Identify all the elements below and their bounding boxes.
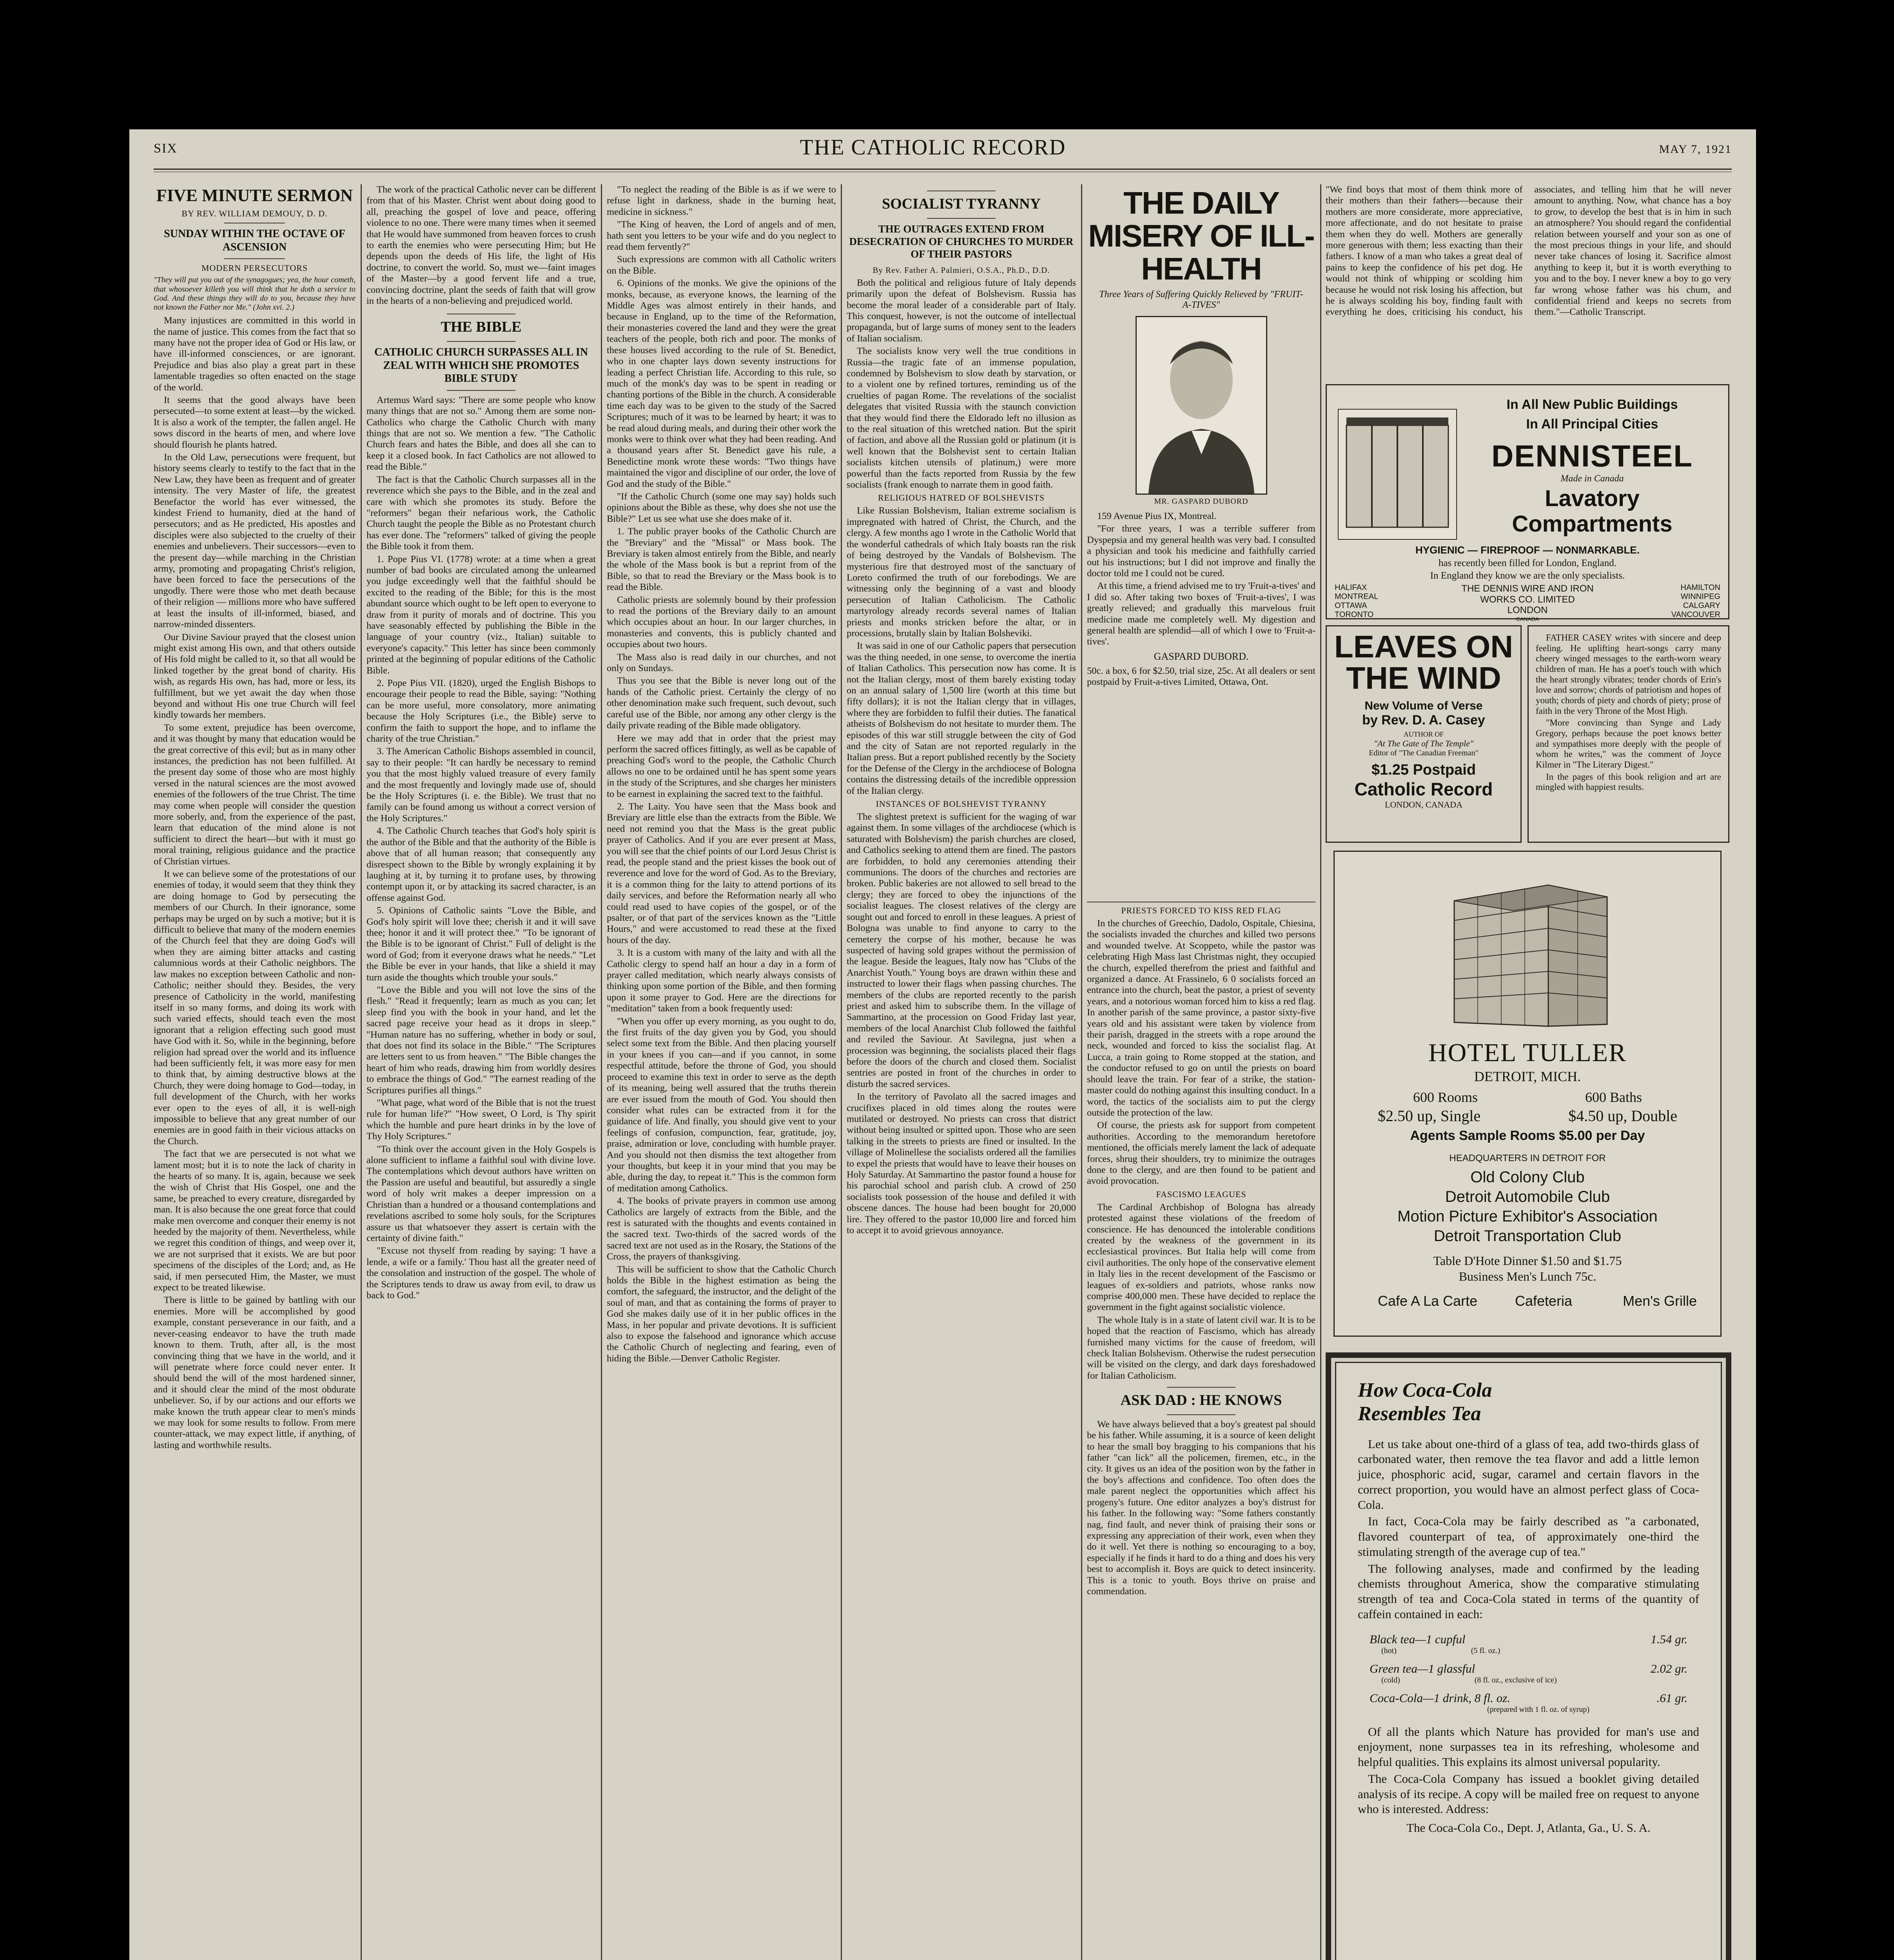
club-name: Motion Picture Exhibitor's Association <box>1397 1208 1658 1225</box>
leaves-title-1: LEAVES ON <box>1334 629 1513 664</box>
paragraph: 1. The public prayer books of the Catholic Church are the "Breviary" and the "Missal" or Mass book. The Breviary is taken almost entirely from the Bible, and nearly the whole of the Mass book is but a reprint from of the Bible, so that to read the Breviary or the Mass book is to read the Bible. <box>607 526 836 593</box>
caffeine-note: (8 fl. oz., exclusive of ice) <box>1474 1675 1557 1684</box>
divider <box>447 390 516 391</box>
header-rule <box>154 169 1732 170</box>
dennisteel-text1: has recently been filled for London, England. <box>1438 558 1617 568</box>
sermon-column <box>154 184 356 1960</box>
portrait-caption: MR. GASPARD DUBORD <box>1154 497 1248 506</box>
hotel-hq: HEADQUARTERS IN DETROIT FOR <box>1449 1153 1606 1163</box>
city-label: CALGARY <box>1683 601 1720 610</box>
dennisteel-product2: Compartments <box>1512 511 1673 537</box>
paragraph: The Mass also is read daily in our churches, and not only on Sundays. <box>607 652 836 674</box>
tyranny-subtitle: THE OUTRAGES EXTEND FROM DESECRATION OF CHURCHES TO MURDER OF THEIR PASTORS <box>849 223 1074 260</box>
page-number: SIX <box>154 141 178 156</box>
leaves-price: $1.25 Postpaid <box>1371 762 1476 778</box>
leaves-author: by Rev. D. A. Casey <box>1362 713 1485 728</box>
hotel-outlet: Cafeteria <box>1515 1293 1573 1309</box>
tyranny-body-4 <box>1087 918 1315 1187</box>
dennisteel-text2: In England they know we are the only specialists. <box>1430 570 1625 581</box>
leaves-subtitle: New Volume of Verse <box>1364 699 1483 712</box>
paragraph: The Coca-Cola Company has issued a booklet giving detailed analysis of its recipe. A copy will be mailed free on request to anyone who is interested. Address: <box>1358 1771 1699 1816</box>
paragraph: "When you offer up every morning, as you ought to do, the first fruits of the day given you by God, you should select some text from the Bible. And then placing yourself in your knees if you can—and if you cannot, in some respectful attitude, before the throne of God, you should proceed to examine this text in order to serve as the depth of its meaning, being well assured that the truths therein are ever issued from the mouth of God. You should then consider what rules can be extracted from it for the guidance of life. And finally, you should give vent to your feelings of confusion, compunction, fear, gratitude, joy, praise, admiration or love, concluding with humble prayer. And you should not then dismiss the text altogether from your thoughts, but keep it in your mind that you may be able, during the day, to repeat it." This is the common form of meditation among Catholics. <box>607 1016 836 1194</box>
caffeine-note: (prepared with 1 fl. oz. of syrup) <box>1487 1705 1590 1714</box>
paragraph: The Cardinal Archbishop of Bologna has already protested against these violations of the freedom of conscience. He has denounced the intolerable conditions created by the weakness of the government in its ecclesiastical provinces. But Italia help will come from civil authorities. The only hope of the conservative element in Italy lies in the recent development of the Fascismo or leagues of ex-soldiers and patriots, whose ranks now comprise 400,000 men. These have decided to replace the government in the fight against socialistic violence. <box>1087 1201 1315 1313</box>
caffeine-label: Coca-Cola—1 drink, 8 fl. oz. <box>1370 1691 1511 1705</box>
tyranny-column <box>847 184 1076 1960</box>
paragraph: Such expressions are common with all Catholic writers on the Bible. <box>607 254 836 276</box>
masthead: THE CATHOLIC RECORD <box>800 135 1066 160</box>
club-name: Detroit Automobile Club <box>1445 1188 1610 1205</box>
leaves-place: LONDON, CANADA <box>1385 800 1462 809</box>
paragraph: It we can believe some of the protestations of our enemies of today, it would seem that they think they are doing homage to God by persecuting the members of our Church. In their ignorance, some perhaps may be urged on by such a motive; but it is difficult to believe that many of the modern enemies of the Church feel that they are doing God's will when they are aiming bitter attacks and casting calumnious words at their Catholic neighbors. The law makes no exception between Catholic and non-Catholic; neither should they. Besides, the very presence of Catholicity in the world, manifesting itself in so many forms, and doing its work with such varied effects, should teach even the most ignorant that a religion effecting such good must have God with it. So, while in the beginning, before religion had spread over the world and its influence had been sufficiently felt, it was more easy for men to think that, by aiming destructive blows at the Church, they were doing homage to God—today, in full development of the Church, with her works ever open to the eyes of all, it is well-nigh impossible to believe that any great number of our enemies are in good faith in their vicious attacks on the Church. <box>154 869 356 1147</box>
sermon-continued <box>366 184 596 307</box>
caffeine-table <box>1370 1632 1687 1714</box>
paragraph: 6. Opinions of the monks. We give the opinions of the monks, because, as everyone knows, the learning of the Middle Ages was almost entirely in their hands, and because in England, up to the time of the Reformation, their monasteries covered the land and they were the great teachers of the people, both rich and poor. The monks of these houses lived according to the rule of St. Benedict, who in one chapter lays down seventy instructions for leading a perfect Christian life. According to this rule, so much of the monk's day was to be spent in reading or chanting portions of the Bible in the church. A considerable time each day was to be given to the study of the Sacred Scriptures; much of it was to be learned by heart; it was to be read aloud during meals, and during their other work the monks were to think over what they had been reading. And a thousand years after St. Benedict gave his rule, a Benedictine monk wrote these words: "Two things have maintained the vigor and discipline of our order, the love of God and the study of the Bible." <box>607 278 836 489</box>
bible-body <box>366 395 596 1301</box>
divider <box>1167 1414 1235 1415</box>
paragraph: Artemus Ward says: "There are some people who know many things that are not so." Among them are some non-Catholics who charge the Catholic Church with many things that are not so. We mention a few. "The Catholic Church fears and hates the Bible, and does all she can to keep it a closed book. In fact Catholics are not allowed to read the Bible." <box>366 394 596 472</box>
club-name: Detroit Transportation Club <box>1433 1227 1621 1245</box>
issue-date: MAY 7, 1921 <box>1659 143 1732 156</box>
sermon-title: FIVE MINUTE SERMON <box>156 186 353 205</box>
paragraph: "The King of heaven, the Lord of angels and of men, hath sent you letters to be your wife and do you neglect to read them fervently?" <box>607 219 836 252</box>
caffeine-row-note <box>1381 1676 1687 1685</box>
paragraph: To some extent, prejudice has been overcome, and it was thought by many that education would be the great corrective of this evil; but as in many other instances, the prediction has not been fulfilled. At the present day some of those who are most highly versed in the natural sciences are the most avowed enemies of the followers of the true Christ. The time may come when people will consider the question more soberly, and, from the experience of the past, learn that education of the mind alone is not sufficient to direct the heart—but with it must go moral training, religious guidance and the practice of Christian virtues. <box>154 722 356 867</box>
hotel-city: DETROIT, MICH. <box>1474 1069 1581 1084</box>
hotel-outlet: Men's Grille <box>1623 1293 1697 1309</box>
paragraph: The work of the practical Catholic never can be different from that of his Master. Christ went about doing good to all, preaching the gospel of love and peace, offering violence to no one. There were many times when it seemed that He would have summoned from heaven forces to crush to earth the enemies who were persecuting Him; but He depends upon the deeds of His life, the light of His doctrine, to convert the world. So, must we—faint images of the Master—by a good fervent life and a true, convincing doctrine, plant the seeds of faith that will grow in the hearts of a non-believing and prejudiced world. <box>366 184 596 307</box>
lavatory-illustration <box>1338 409 1457 540</box>
dennisteel-brand: DENNISTEEL <box>1491 439 1693 473</box>
paragraph: "To neglect the reading of the Bible is as if we were to refuse light in darkness, shade in the burning heat, medicine in sickness." <box>607 184 836 217</box>
city-label: HAMILTON <box>1680 583 1720 592</box>
paragraph: In fact, Coca-Cola may be fairly described as "a carbonated, flavored counterpart of tea, of approximately one-third the stimulating strength of the average cup of tea." <box>1358 1514 1699 1559</box>
hotel-outlet: Cafe A La Carte <box>1378 1293 1478 1309</box>
coca-title-2: Resembles Tea <box>1358 1402 1481 1425</box>
dennisteel-line2: In All Principal Cities <box>1526 417 1658 432</box>
paragraph: "What page, what word of the Bible that is not the truest rule for human life?" "How sweet, O Lord, is Thy spirit which the humble and pure heart drinks in by the love of Thy Holy Scriptures." <box>366 1098 596 1142</box>
tyranny-subhead: INSTANCES OF BOLSHEVIST TYRANNY <box>876 799 1047 809</box>
hotel-rooms: 600 Rooms <box>1413 1089 1478 1105</box>
fruit-ad-body <box>1087 511 1315 648</box>
hotel-building-illustration <box>1431 869 1627 1034</box>
caffeine-row <box>1370 1691 1687 1705</box>
hotel-single-rate: $2.50 up, Single <box>1378 1107 1481 1125</box>
hotel-name: HOTEL TULLER <box>1428 1038 1627 1067</box>
tyranny-subhead: FASCISMO LEAGUES <box>1156 1189 1246 1199</box>
city-label: WINNIPEG <box>1680 592 1720 601</box>
bible-title: THE BIBLE <box>441 319 522 336</box>
leaves-work: "At The Gate of The Temple" <box>1373 739 1474 748</box>
paragraph: "If the Catholic Church (some one may say) holds such opinions about the Bible as these, why does she not use the Bible?" Let us see what use she does make of it. <box>607 491 836 524</box>
paragraph: We have always believed that a boy's greatest pal should be his father. While assuming, it is a source of keen delight to hear the small boy bragging to his companions that his father "can lick" all the policemen, firemen, etc., in the city. It gives us an idea of the position won by the father in the boy's affections and confidence. Too often does the male parent neglect the opportunities which affect his progeny's future. One editor analyzes a boy's distrust for his father. In the following way: "Some fathers constantly nag, find fault, and never think of praising their sons or expressing any appreciation of their work, even when they do it well. Yet there is nothing so encouraging to a boy, especially if he finds it hard to do a thing and does his very best to accomplish it. Boys are quick to detect insincerity. This is a tonic to youth. Boys thrive on praise and commendation. <box>1087 1419 1315 1597</box>
company-name: THE DENNIS WIRE AND IRON <box>1461 583 1594 594</box>
paragraph: The slightest pretext is sufficient for the waging of war against them. In some villages of the archdiocese (which is saturated with Bolshevism) the parish churches are closed, and Catholics seeking to attend them are fined. The pastors are forbidden, to hold any ceremonies attending their communions. The doors of the churches and rectories are broken. Public bakeries are not allowed to sell bread to the clergy; they are forced to obey the injunctions of the socialist leagues. The closest relatives of the clergy are sought out and forced to enroll in these leagues. A priest of Bologna was unable to find anyone to carry to the cemetery the corpse of his mother, because he was suspected of having sold grapes without the permission of the league. Beside the leagues, Italy now has "Clubs of the Anarchist Youth." Young boys are drawn within these and instructed to lower their flags when passing churches. The members of the clubs are reported recently to the parish priest and asked him to subscribe them. In the village of Sammartino, at the procession on Good Friday last year, members of the local Anarchist Club followed the faithful and reviled the Saviour. At Savilegna, just when a procession was beginning, the socialists placed their flags before the doors of the church and closed them. Socialist sentries are posted in front of the churches in order to disturb the sacred services. <box>847 811 1076 1089</box>
tyranny-title: SOCIALIST TYRANNY <box>882 196 1041 212</box>
column-rule <box>841 184 842 1960</box>
testimonial: "For three years, I was a terrible sufferer from Dyspepsia and my general health was very bad. I consulted a physician and took his medicine and faithfully carried out his instructions; but I did not improve and finally the doctor told me I could not be cured. <box>1087 523 1315 579</box>
paragraph: There is little to be gained by battling with our enemies. More will be accomplished by good example, constant perseverance in our faith, and a never-ceasing endeavor to have the truth made known to them. Truth, after all, is the most convincing thing that we have in the world, and it will penetrate where force could never enter. It should bend the will of the most hardened sinner, and it should clear the mind of the most obdurate unbeliever. So, if by our actions and our efforts we make known the truth appear clear to men's minds we may look for some results to follow. From mere counter-attack, we may expect little, if anything, of lasting and worthwhile results. <box>154 1295 356 1450</box>
sermon-byline: BY REV. WILLIAM DEMOUY, D. D. <box>181 209 328 219</box>
paragraph: Catholic priests are solemnly bound by their profession to read the portions of the Breviary daily to an amount which occupies about an hour. In our larger churches, in monasteries and convents, this is publicly chanted and occupies about two hours. <box>607 594 836 650</box>
city-label: VANCOUVER <box>1671 610 1720 619</box>
coca-body-2 <box>1358 1724 1699 1817</box>
company-name: WORKS CO. LIMITED <box>1480 594 1575 605</box>
paragraph: 2. Pope Pius VII. (1820), urged the English Bishops to encourage their people to read the Bible, saying: "Nothing can be more useful, more consolatory, more animating because the Holy Scriptures (i.e., the Bible) serve to confirm the faith to support the hope, and to inflame the charity of the true Christian." <box>366 678 596 744</box>
paragraph: 1. Pope Pius VI. (1778) wrote: at a time when a great number of bad books are circulated among the unlearned you judge exceedingly well that the faithful should be excited to the reading of the Bible; for this is the most abundant source which ought to be left open to everyone to draw from it purity of morals and of doctrine. This you have seasonably effected by publishing the Bible in the language of your country (viz., Italian) suitable to everyone's capacity." This letter has since been commonly printed at the beginning of popular editions of the Catholic Bible. <box>366 554 596 676</box>
city-label: MONTREAL <box>1335 592 1379 601</box>
tyranny-subhead: PRIESTS FORCED TO KISS RED FLAG <box>1121 906 1281 915</box>
company-city: LONDON <box>1507 605 1548 616</box>
testimonial-signature: GASPARD DUBORD. <box>1154 650 1249 662</box>
bible-body-2 <box>607 184 836 1364</box>
caffeine-row <box>1370 1632 1687 1646</box>
club-name: Old Colony Club <box>1470 1169 1585 1186</box>
paragraph: 5. Opinions of Catholic saints "Love the Bible, and God's holy spirit will love thee; cherish it and it will save thee; honor it and it will protect thee." "To be ignorant of the Bible is to be ignorant of Christ." Full of delight is the word of God; from it everyone draws what he needs." "Let the Bible be ever in your hands, that like a shield it may turn aside the thoughts which trouble your souls." <box>366 905 596 983</box>
company-country: CANADA <box>1516 615 1539 622</box>
caffeine-note: (cold) <box>1381 1675 1400 1684</box>
ask-dad-continued: "We find boys that most of them think more of their mothers than their fathers—because their mothers are more considerate, more appreciative, more affectionate, and do not hesitate to praise them when they do well. Mothers are generally more generous with them; less exacting than their fathers. I know of a man who takes a great deal of pains to keep the confidence of his pet dog. He would not think of whipping or scolding him because he would not risk losing his affection, but he is always scolding his boy, finding fault with everything he does, criticising his conduct, his associates, and telling him that he will never amount to anything. Now, what chance has a boy to grow, to develop the best that is in him in such an atmosphere? You should regard the confidential relation between yourself and your son as one of the most precious things in your life, and should never take chances of losing it. Sacrifice almost anything to keep it, but it is worth everything to you and to the boy. I never knew a boy to go very far wrong whose father was his chum, and confidential friend and keeps no secrets from them."—Catholic Transcript. <box>1326 184 1731 318</box>
leaves-blurb-box <box>1528 625 1729 843</box>
dennisteel-features: HYGIENIC — FIREPROOF — NONMARKABLE. <box>1415 544 1640 556</box>
paragraph: In the territory of Pavolato all the sacred images and crucifixes placed in old times along the routes were mutilated or destroyed. No priests can cross that district without being insulted or spitted upon. Those who are seen talking in the streets to priests are fined or insulted. In the village of Molinellese the socialists ordered all the families to expel the priests that would have to leave their houses on Holy Saturday. At Sammartino the pastor found a house for his parochial school and parish club. A crowd of 250 socialists took possession of the house and defiled it with obscene dances. The house had been bought for 20,000 lire. They offered to the pastor 10,000 lire and forced him to accept it to avoid grievous annoyance. <box>847 1091 1076 1236</box>
coca-cola-ad <box>1326 1352 1731 1960</box>
column-rule <box>1320 184 1321 1960</box>
paragraph: Many injustices are committed in this world in the name of justice. This comes from the fact that so many have not the proper idea of God or His law, or have ill-informed consciences, or are ignorant. Prejudice and bias also play a great part in these lamentable tragedies so often enacted on the stage of the world. <box>154 315 356 393</box>
newspaper-page <box>129 129 1756 1960</box>
paragraph: The fact is that the Catholic Church surpasses all in the reverence which she pays to the Bible, and in the zeal and care with which she promotes its study. Before the "reformers" began their nefarious work, the Catholic Church taught the people the Bible as no Protestant church has ever done. The "reformers" talked of giving the people the Bible took it from them. <box>366 474 596 552</box>
bible-subtitle: CATHOLIC CHURCH SURPASSES ALL IN ZEAL WITH WHICH SHE PROMOTES BIBLE STUDY <box>374 346 588 385</box>
portrait-photo <box>1136 316 1267 495</box>
paragraph: The fact that we are persecuted is not what we lament most; but it is to note the lack of charity in the hearts of so many. It is, again, because we seek the wish of Christ that His Gospel, one and the same, be preached to every creature, disregarded by man. It is also because the one great force that could make men overcome and conquer their enemy is not heeded by the majority of them. Nevertheless, while we regret this condition of things, and weep over it, we are not surprised that it exists. We are but poor specimens of the disciples of the Lord; and, as He said, if men persecuted Him, the Master, we must expect to be treated likewise. <box>154 1149 356 1293</box>
paragraph: The following analyses, made and confirmed by the leading chemists throughout America, show the comparative stimulating strength of tea and Coca-Cola stated in terms of the quantity of caffein contained in each: <box>1358 1561 1699 1621</box>
tyranny-subhead: RELIGIOUS HATRED OF BOLSHEVISTS <box>878 493 1045 503</box>
paragraph: 3. The American Catholic Bishops assembled in council, say to their people: "It can hardly be necessary to remind you that the most highly valued treasure of every family and the most frequently and lovingly made use of, should be the Holy Scriptures (i. e. the Bible). We trust that no family can be found among us without a correct version of the Holy Scriptures." <box>366 746 596 824</box>
sermon-body <box>154 315 356 1451</box>
dennisteel-line1: In All New Public Buildings <box>1506 397 1678 412</box>
tyranny-body-2 <box>847 505 1076 797</box>
paragraph: Let us take about one-third of a glass of tea, add two-thirds glass of carbonated water, then remove the tea flavor and add a little lemon juice, phosphoric acid, sugar, caramel and certain flavors in the correct proportion, you would have an almost perfect glass of Coca-Cola. <box>1358 1437 1699 1512</box>
paragraph: Of course, the priests ask for support from competent authorities. According to the memorandum heretofore mentioned, the officials merely lament the lack of adequate forces, shrug their shoulders, try to minimize the outrages done to the clergy, and are then found to be patient and avoid provocation. <box>1087 1120 1315 1187</box>
leaves-editor: Editor of "The Canadian Freeman" <box>1369 749 1479 757</box>
paragraph: "Excuse not thyself from reading by saying: 'I have a lende, a wife or a family.' Thou hast all the greater need of the consolation and instruction of the gospel. The whole of the Scriptures tends to draw us away from evil, to draw us back to God." <box>366 1245 596 1301</box>
caffeine-value: .61 gr. <box>1656 1691 1687 1705</box>
leaves-ad <box>1326 625 1522 843</box>
paragraph: It seems that the good always have been persecuted—to some extent at least—by the wicked. It is also a work of the tempter, the fallen angel. He sows discord in the hearts of men, and where love should flourish he plants hatred. <box>154 394 356 450</box>
bible-column <box>366 184 596 1960</box>
fruit-column <box>1087 184 1315 1960</box>
paragraph: 4. The books of private prayers in common use among Catholics are largely of extracts from the Bible, and the rest is saturated with the thoughts and events contained in the sacred text. Two-thirds of the sacred words of the sacred text are not used as in the Rosary, the Stations of the Cross, the prayers of thanksgiving. <box>607 1196 836 1262</box>
hotel-ad <box>1333 851 1722 1337</box>
paragraph: 3. It is a custom with many of the laity and with all the Catholic clergy to spend half an hour a day in a form of prayer called meditation, which nearly always consists of thinking upon some portion of the Bible, and then forming upon it some prayer to God. Here are the directions for "meditation" taken from a book frequently used: <box>607 947 836 1014</box>
paragraph: "To think over the account given in the Holy Gospels is alone sufficient to inflame a faithful soul with divine love. The contemplations which devout authors have written on the Passion are useful and beautiful, but assuredly a single word of holy writ makes a deeper impression on a Christian than a hundred or a thousand contemplations and revelations ascribed to some holy souls, for the Scriptures assure us that whatsoever they assert is certain with the certainty of divine faith." <box>366 1143 596 1243</box>
paragraph: In the pages of this book religion and art are mingled with happiest results. <box>1536 771 1721 792</box>
city-label: HALIFAX <box>1335 583 1367 592</box>
caffeine-row-note <box>1381 1646 1687 1655</box>
coca-address: The Coca-Cola Co., Dept. J, Atlanta, Ga., U. S. A. <box>1406 1821 1651 1835</box>
dennisteel-company <box>1444 583 1611 622</box>
fruit-ad-subhead: Three Years of Suffering Quickly Relieved by "FRUIT-A-TIVES" <box>1099 289 1303 310</box>
right-column <box>1326 184 1733 1960</box>
caffeine-label: Black tea—1 cupful <box>1370 1632 1466 1646</box>
sermon-subtitle: SUNDAY WITHIN THE OCTAVE OF ASCENSION <box>164 228 345 253</box>
hotel-baths: 600 Baths <box>1585 1089 1642 1105</box>
sermon-epigraph: "They will put you out of the synagogues; yea, the hour cometh, that whosoever killeth you will think that he doth a service to God. And these things they will do to you, because they have not known the Father nor Me." (John xvi. 2.) <box>154 276 356 312</box>
paragraph: Like Russian Bolshevism, Italian extreme socialism is impregnated with hatred of Christ, the Church, and the clergy. A few months ago I wrote in the Catholic World that the wonderful cathedrals of which Italy boasts ran the risk of being destroyed by the Vandals of Bolshevism. The mysterious fire that destroyed most of the sanctuary of Loreto confirmed the truth of our forebodings. We are witnessing only the beginning of a vast and bloody persecution of Italian Catholicism. The Catholic martyrology already records several names of Italian priests and monks stricken before the altar, or in processions, brutally slain by Italian Bolsheviki. <box>847 505 1076 639</box>
divider <box>1167 1387 1235 1388</box>
paragraph: 4. The Catholic Church teaches that God's holy spirit is the author of the Bible and that the authority of the Bible is above that of all human reason; that consequently any disrespect shown to the Bible by wrongly explaining it by laughing at it, by turning it to profane uses, by throwing contempt upon it, or by attacking its sacred character, is an offense against God. <box>366 826 596 903</box>
ask-dad-title: ASK DAD : HE KNOWS <box>1120 1392 1282 1409</box>
coca-body <box>1358 1437 1699 1622</box>
address-line: 159 Avenue Pius IX, Montreal. <box>1097 511 1217 521</box>
fruit-ad <box>1087 187 1315 900</box>
city-label: OTTAWA <box>1335 601 1367 610</box>
column-rule <box>361 184 362 1960</box>
leaves-title-2: THE WIND <box>1346 661 1501 695</box>
bible-column-continued <box>607 184 836 1960</box>
paragraph: The whole Italy is in a state of latent civil war. It is to be hoped that the reaction of Fascismo, which has already furnished many victims for the cause of freedom, will check Italian Bolshevism. Otherwise the rudest persecution will be visited on the clergy, and dark days foreshadowed for Italian Catholicism. <box>1087 1314 1315 1381</box>
dennisteel-ad <box>1326 384 1729 622</box>
tyranny-body-3 <box>847 811 1076 1236</box>
paragraph: Of all the plants which Nature has provided for man's use and enjoyment, none surpasses tea in its refreshing, wholesome and helpful qualities. This explains its almost universal popularity. <box>1358 1724 1699 1769</box>
fruit-ad-headline: THE DAILY MISERY OF ILL-HEALTH <box>1088 185 1314 286</box>
paragraph: 2. The Laity. You have seen that the Mass book and Breviary are little else than the extracts from the Bible. We need not remind you that the Mass is the great public prayer of Catholics. And if you are ever present at Mass, you will see that the chief points of our Lord Jesus Christ is read, the people stand and the priest kisses the book out of reverence and love for the word of God. As to the Breviary, it is a common thing for the laity to attend portions of its daily services, and before the Reformation nearly all who could read used to have copies of the gospel, or of the psalter, or of that part of the services known as the "Little Hours," and were accustomed to read these at the fixed hours of the day. <box>607 801 836 946</box>
caffeine-note: (hot) <box>1381 1646 1397 1655</box>
hotel-dinner: Table D'Hote Dinner $1.50 and $1.75 <box>1433 1254 1622 1268</box>
caffeine-row <box>1370 1662 1687 1676</box>
leaves-author-of: AUTHOR OF <box>1403 730 1444 738</box>
leaves-blurb <box>1536 633 1721 793</box>
hotel-clubs <box>1335 1167 1720 1246</box>
paragraph: In the churches of Greechio, Dadolo, Ospitale, Chiesina, the socialists invaded the churches and killed two persons and wounded twelve. At Scoppeto, while the pastor was celebrating High Mass last Christmas night, they occupied the church, expelled therefrom the priest and faithful and organized a dance. At Frassinelo, 6 0 socialists forced an entrance into the church, beat the pastor, a priest of seventy years, and a notorious woman forced him to kiss a red flag. In another parish of the same province, a pastor sixty-five years old and his assistant were taken by violence from their parish, dragged in the streets with a rope around the neck, wounded and forced to kiss the socialist flag. At Lucca, a train going to Rome stopped at the station, and the conductor refused to go on until the priests on board should leave the train. For fear of a strike, the station-master could do nothing against this insulting conduct. In a word, the tactics of the socialists aim to put the clergy outside the protection of the law. <box>1087 918 1315 1118</box>
tyranny-body <box>847 278 1076 491</box>
caffeine-note: (5 fl. oz.) <box>1471 1646 1500 1655</box>
divider <box>927 218 996 219</box>
coca-title-1: How Coca-Cola <box>1358 1379 1492 1401</box>
ask-dad-body <box>1087 1419 1315 1597</box>
paragraph: FATHER CASEY writes with sincere and deep feeling. He uplifting heart-songs carry many cheery winged messages to the earth-worn weary children of man. He has a poet's touch with which the heart strongly vibrates; tender chords of Erin's love and sorrow; chords of patriotism and hopes of youth; chords of piety and chords of piety; prose of faith in the very Throne of the Most High. <box>1536 633 1721 716</box>
divider <box>447 341 516 342</box>
testimonial: At this time, a friend advised me to try 'Fruit-a-tives' and I did so. After taking two boxes of 'Fruit-a-tives', I was greatly relieved; and gradually this marvelous fruit medicine made me completely well. My digestion and general health are splendid—all of which I owe to 'Fruit-a-tives'. <box>1087 581 1315 647</box>
tyranny-byline: By Rev. Father A. Palmieri, O.S.A., Ph.D., D.D. <box>873 265 1050 275</box>
paragraph: The socialists know very well the true conditions in Russia—the tragic fate of an immense population, condemned by Bolshevism to slow death by starvation, or to a violent one by refined tortures, reminding us of the cruelties of pagan Rome. The revelations of the socialist delegates that visited Russia with the staunch conviction that they would find there the Eldorado left no illusion as to the real situation of this wretched nation. But the spirit of faction, and above all the Russian gold or platinum (it is well known that the Bolshevist sent to certain Italian socialists kitchen utensils of platinum,) were more powerful than the facts reported from Russia by the few socialists (frank enough to narrate them in good faith. <box>847 346 1076 490</box>
paragraph: Thus you see that the Bible is never long out of the hands of the Catholic priest. Certainly the clergy of no other denomination make such frequent, such devout, such careful use of the Bible, nor among any other clergy is the daily private reading of the Bible made obligatory. <box>607 675 836 731</box>
tyranny-body-5 <box>1087 1202 1315 1382</box>
caffeine-value: 2.02 gr. <box>1651 1661 1687 1675</box>
dennisteel-cities-right <box>1626 583 1720 619</box>
hotel-double-rate: $4.50 up, Double <box>1568 1107 1677 1125</box>
dennisteel-product1: Lavatory <box>1545 486 1640 511</box>
caffeine-value: 1.54 gr. <box>1651 1632 1687 1646</box>
paragraph: Here we may add that in order that the priest may perform the sacred offices fittingly, as well as be capable of preaching God's word to the people, the Catholic Church allows no one to be ordained until he has spent some years in the study of the Scriptures, and she charges her ministers to be earnest in explaining the sacred text to the faithful. <box>607 733 836 799</box>
dennisteel-made: Made in Canada <box>1560 474 1624 484</box>
paragraph: "More convincing than Synge and Lady Gregory, perhaps because the poet knows better and sympathises more deeply with the people of whom he writes," was the comment of Joyce Kilmer in "The Literary Digest." <box>1536 718 1721 770</box>
divider <box>224 258 285 259</box>
column-rule <box>1081 184 1082 1960</box>
city-label: TORONTO <box>1335 610 1374 619</box>
leaves-publisher: Catholic Record <box>1354 779 1493 799</box>
paragraph: Our Divine Saviour prayed that the closest union might exist among His own, and that others outside of His fold might be called to it, so that all would be linked together by the great bond of charity. His wish, as regards His own, has had, more or less, its fulfillment, but we yet await the day when those beyond and without His one true Church will feel kindly towards her members. <box>154 632 356 720</box>
paragraph: This will be sufficient to show that the Catholic Church holds the Bible in the highest estimation as being the comfort, the safeguard, the instructor, and the delight of the soul of man, and that as containing the forms of prayer to God she makes daily use of it in her public offices in the Mass, in her popular and private devotions. It is sufficient also to expose the falsehood and ignorance which accuse the Catholic Church of neglecting and fearing, even of hiding the Bible.—Denver Catholic Register. <box>607 1264 836 1364</box>
column-rule <box>601 184 602 1960</box>
caffeine-label: Green tea—1 glassful <box>1370 1661 1475 1675</box>
hotel-agents: Agents Sample Rooms $5.00 per Day <box>1410 1128 1645 1143</box>
dennisteel-cities-left <box>1335 583 1437 619</box>
sermon-section: MODERN PERSECUTORS <box>201 263 308 273</box>
fruit-ad-footer: 50c. a box, 6 for $2.50, trial size, 25c. At all dealers or sent postpaid by Fruit-a-tives Limited, Ottawa, Ont. <box>1087 665 1315 688</box>
paragraph: It was said in one of our Catholic papers that persecution was the thing needed, in one sense, to overcome the inertia of Italian Catholics. This persecution now has come. It is not the Italian clergy, most of them barely existing today on an annual salary of 1,500 lire (worth at this time but fifty dollars); it is not the Italian clergy that in villages, where they are forbidden to fulfil their duties. The fanatical atheists of Bolshevism do not hesitate to murder them. The episodes of this war still struggle between the city of God and the city of Satan are not reported regularly in the Italian press. But a report published recently by the Society for the Defense of the Clergy in the archdiocese of Bologna contains the distressing details of the incredible oppression of the Italian clergy. <box>847 641 1076 796</box>
paragraph: In the Old Law, persecutions were frequent, but history seems clearly to testify to the fact that in the New Law, they have been as frequent and of greater intensity. The very Master of life, the greatest Benefactor the world has ever witnessed, the kindest Friend to humanity, died at the hand of persecutors; and as He predicted, His apostles and disciples were also subjected to the cruelty of their enemies and unbelievers. Their successors—even to the present day—while marching in the Christian army, promoting and propagating Christ's religion, have been forced to face the persecutions of the ungodly. There were those who met death because of their religion — millions more who have suffered at least the insults of ill-informed, biased, and narrow-minded dissenters. <box>154 452 356 630</box>
hotel-lunch: Business Men's Lunch 75c. <box>1459 1269 1596 1283</box>
paragraph: "Love the Bible and you will not love the sins of the flesh." "Read it frequently; learn as much as you can; let sleep find you with the book in your hand, and let the sacred page receive your head as it drops in sleep." "Human nature has no suffering, whether in body or soul, that does not find its solace in the Bible." "The Scriptures are letters sent to us from heaven." "The Bible changes the heart of him who reads, drawing him from worldly desires to embrace the things of God." "The earnest reading of the Scriptures purifies all things." <box>366 984 596 1096</box>
paragraph: Both the political and religious future of Italy depends primarily upon the defeat of Bolshevism. Russia has become the moral leader of a considerable part of Italy. This conquest, however, is not the outcome of intellectual propaganda, but of large sums of money sent to the leaders of Italian socialism. <box>847 277 1076 344</box>
